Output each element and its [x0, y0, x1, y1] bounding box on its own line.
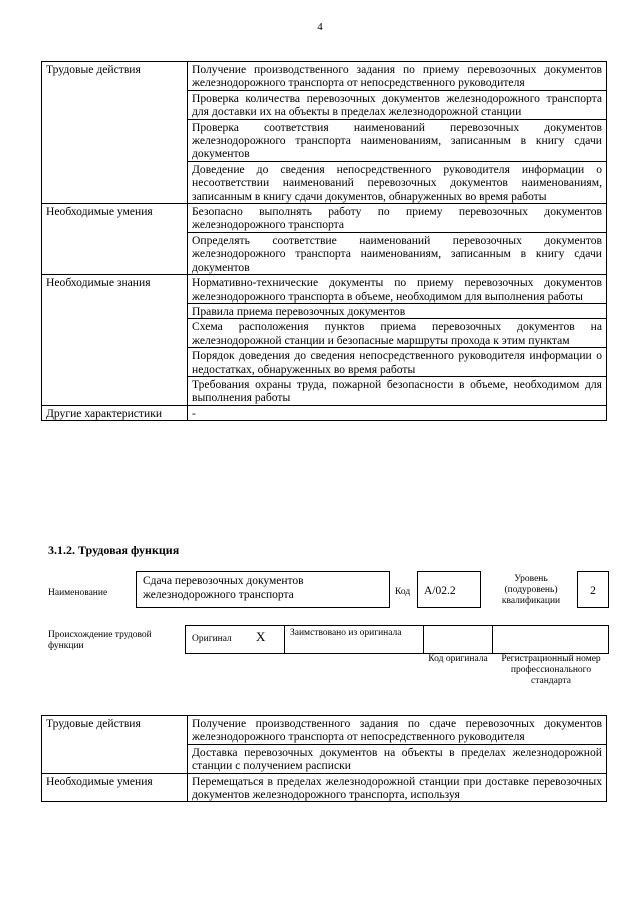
name-value: Сдача перевозочных документов железнодорожного транспорта — [143, 575, 304, 601]
code-caption: Код оригинала — [428, 654, 488, 664]
table-row — [42, 405, 607, 420]
row-item-text: Получение производственного задания по приему перевозочных документов железнодорожного транспорта от непосредственного руководителя — [188, 62, 607, 91]
labor-function-table-2 — [41, 715, 607, 802]
level-value: 2 — [590, 585, 596, 597]
row-item-text: Порядок доведения до сведения непосредственного руководителя информации о недостатках, обнаруженных во время работы — [188, 348, 607, 377]
row-item-text: Правила приема перевозочных документов — [188, 303, 607, 318]
row-label: Другие характеристики — [42, 405, 188, 420]
labor-function-table-1 — [41, 61, 607, 421]
section-title: 3.1.2. Трудовая функция — [48, 543, 180, 557]
table-row — [42, 275, 607, 304]
row-label: Трудовые действия — [42, 62, 188, 204]
row-item-text: Перемещаться в пределах железнодорожной станции при доставке перевозочных документов железнодорожного транспорта, используя — [188, 773, 607, 802]
row-item-text: Нормативно-технические документы по приему перевозочных документов железнодорожного транспорта в объеме, необходимом для выполнения работы — [188, 275, 607, 304]
table-row — [42, 204, 607, 233]
code-value: А/02.2 — [424, 585, 456, 597]
origin-borrowed-label: Заимствовано из оригинала — [290, 628, 402, 638]
page-number: 4 — [317, 21, 323, 33]
code-label: Код — [395, 587, 411, 597]
table-row — [42, 773, 607, 802]
row-item-text: Доставка перевозочных документов на объекты в пределах железнодорожной станции с получением расписки — [188, 744, 607, 773]
row-label: Необходимые умения — [42, 773, 188, 802]
origin-mark: X — [256, 629, 266, 644]
reg-caption: Регистрационный номер профессионального стандарта — [501, 654, 601, 686]
table-row — [42, 716, 607, 745]
origin-original-cell — [185, 625, 285, 654]
row-label: Необходимые знания — [42, 275, 188, 406]
level-label: Уровень (подуровень) квалификации — [501, 574, 561, 606]
name-label: Наименование — [48, 588, 108, 598]
table-row — [42, 62, 607, 91]
row-item-text: Безопасно выполнять работу по приему перевозочных документов железнодорожного транспорта — [188, 204, 607, 233]
row-item-text: Получение производственного задания по сдаче перевозочных документов железнодорожного транспорта от непосредственного руководителя — [188, 716, 607, 745]
row-item-text: Проверка количества перевозочных документов железнодорожного транспорта для доставки их на объекты в пределах железнодорожной станции — [188, 90, 607, 119]
row-item-text: - — [188, 405, 607, 420]
row-item-text: Определять соответствие наименований перевозочных документов железнодорожного транспорта наименованиям, записанным в книгу сдачи документов — [188, 232, 607, 274]
row-item-text: Проверка соответствия наименований перевозочных документов железнодорожного транспорта наименованиям, записанным в книгу сдачи документов — [188, 119, 607, 161]
origin-borrowed-cell — [284, 625, 424, 654]
origin-label: Происхождение трудовой функции — [48, 630, 152, 651]
row-label: Трудовые действия — [42, 716, 188, 774]
page-bottom-edge — [0, 895, 640, 905]
row-item-text: Схема расположения пунктов приема перевозочных документов на железнодорожной станции и безопасные маршруты прохода к этим пунктам — [188, 319, 607, 348]
origin-reg-cell — [492, 625, 609, 654]
row-item-text: Доведение до сведения непосредственного руководителя информации о несоответствии наименований перевозочных документов наименованиям, записанным в книгу сдачи документов, обнаруженных во время работы — [188, 161, 607, 203]
row-label: Необходимые умения — [42, 204, 188, 275]
row-item-text: Требования охраны труда, пожарной безопасности в объеме, необходимом для выполнения работы — [188, 376, 607, 405]
origin-code-cell — [423, 625, 493, 654]
origin-original-label: Оригинал — [192, 634, 232, 644]
